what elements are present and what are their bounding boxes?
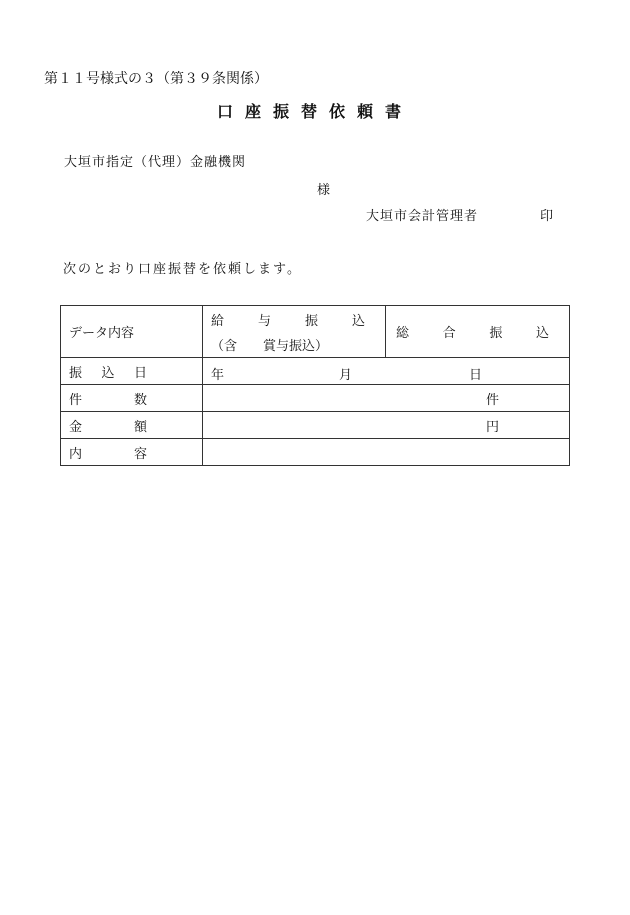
count-label [61, 385, 203, 412]
table-row-count [61, 385, 570, 412]
amount-unit: 円 [485, 419, 499, 435]
document-title: 口座振替依頼書 [216, 102, 413, 121]
salary-char: 振 [304, 313, 318, 329]
general-char: 合 [442, 326, 456, 341]
label-char: 額 [133, 419, 147, 435]
addressee-honorific: 様 [317, 183, 331, 198]
general-transfer-header [386, 306, 570, 358]
general-char: 振 [489, 326, 503, 341]
label-char: 金 [69, 419, 83, 435]
salary-char: 与 [257, 313, 271, 329]
amount-value[interactable] [203, 412, 570, 439]
table-header-row [61, 306, 570, 358]
form-number: 第１１号様式の３（第３９条関係） [44, 71, 268, 87]
label-char: 振 [69, 365, 83, 381]
salary-char: 込 [351, 313, 365, 329]
data-content-header: データ内容 [61, 306, 203, 358]
day-unit: 日 [469, 368, 483, 383]
month-unit: 月 [339, 368, 353, 383]
seal-mark: 印 [540, 209, 554, 224]
addressee-bank: 大垣市指定（代理）金融機関 [64, 155, 247, 170]
label-char: 件 [69, 392, 83, 408]
transfer-table [60, 305, 570, 466]
salary-transfer-header [203, 306, 386, 358]
content-value[interactable] [203, 439, 570, 466]
label-char: 容 [133, 446, 147, 462]
requester-name: 大垣市会計管理者 [366, 209, 479, 224]
year-unit: 年 [211, 368, 225, 383]
table-row-transfer-date [61, 358, 570, 385]
count-value[interactable] [203, 385, 570, 412]
label-char: 数 [133, 392, 147, 408]
salary-bonus-note: （含 賞与振込） [211, 338, 329, 354]
general-char: 込 [535, 326, 549, 341]
transfer-date-value[interactable] [203, 358, 570, 385]
label-char: 込 [101, 365, 115, 381]
request-statement: 次のとおり口座振替を依頼します。 [63, 262, 302, 277]
transfer-date-label [61, 358, 203, 385]
label-char: 日 [133, 365, 147, 381]
salary-char: 給 [211, 313, 225, 329]
table-row-content [61, 439, 570, 466]
table-row-amount [61, 412, 570, 439]
amount-label [61, 412, 203, 439]
content-label [61, 439, 203, 466]
label-char: 内 [69, 446, 83, 462]
count-unit: 件 [485, 392, 499, 408]
general-char: 総 [396, 326, 410, 341]
